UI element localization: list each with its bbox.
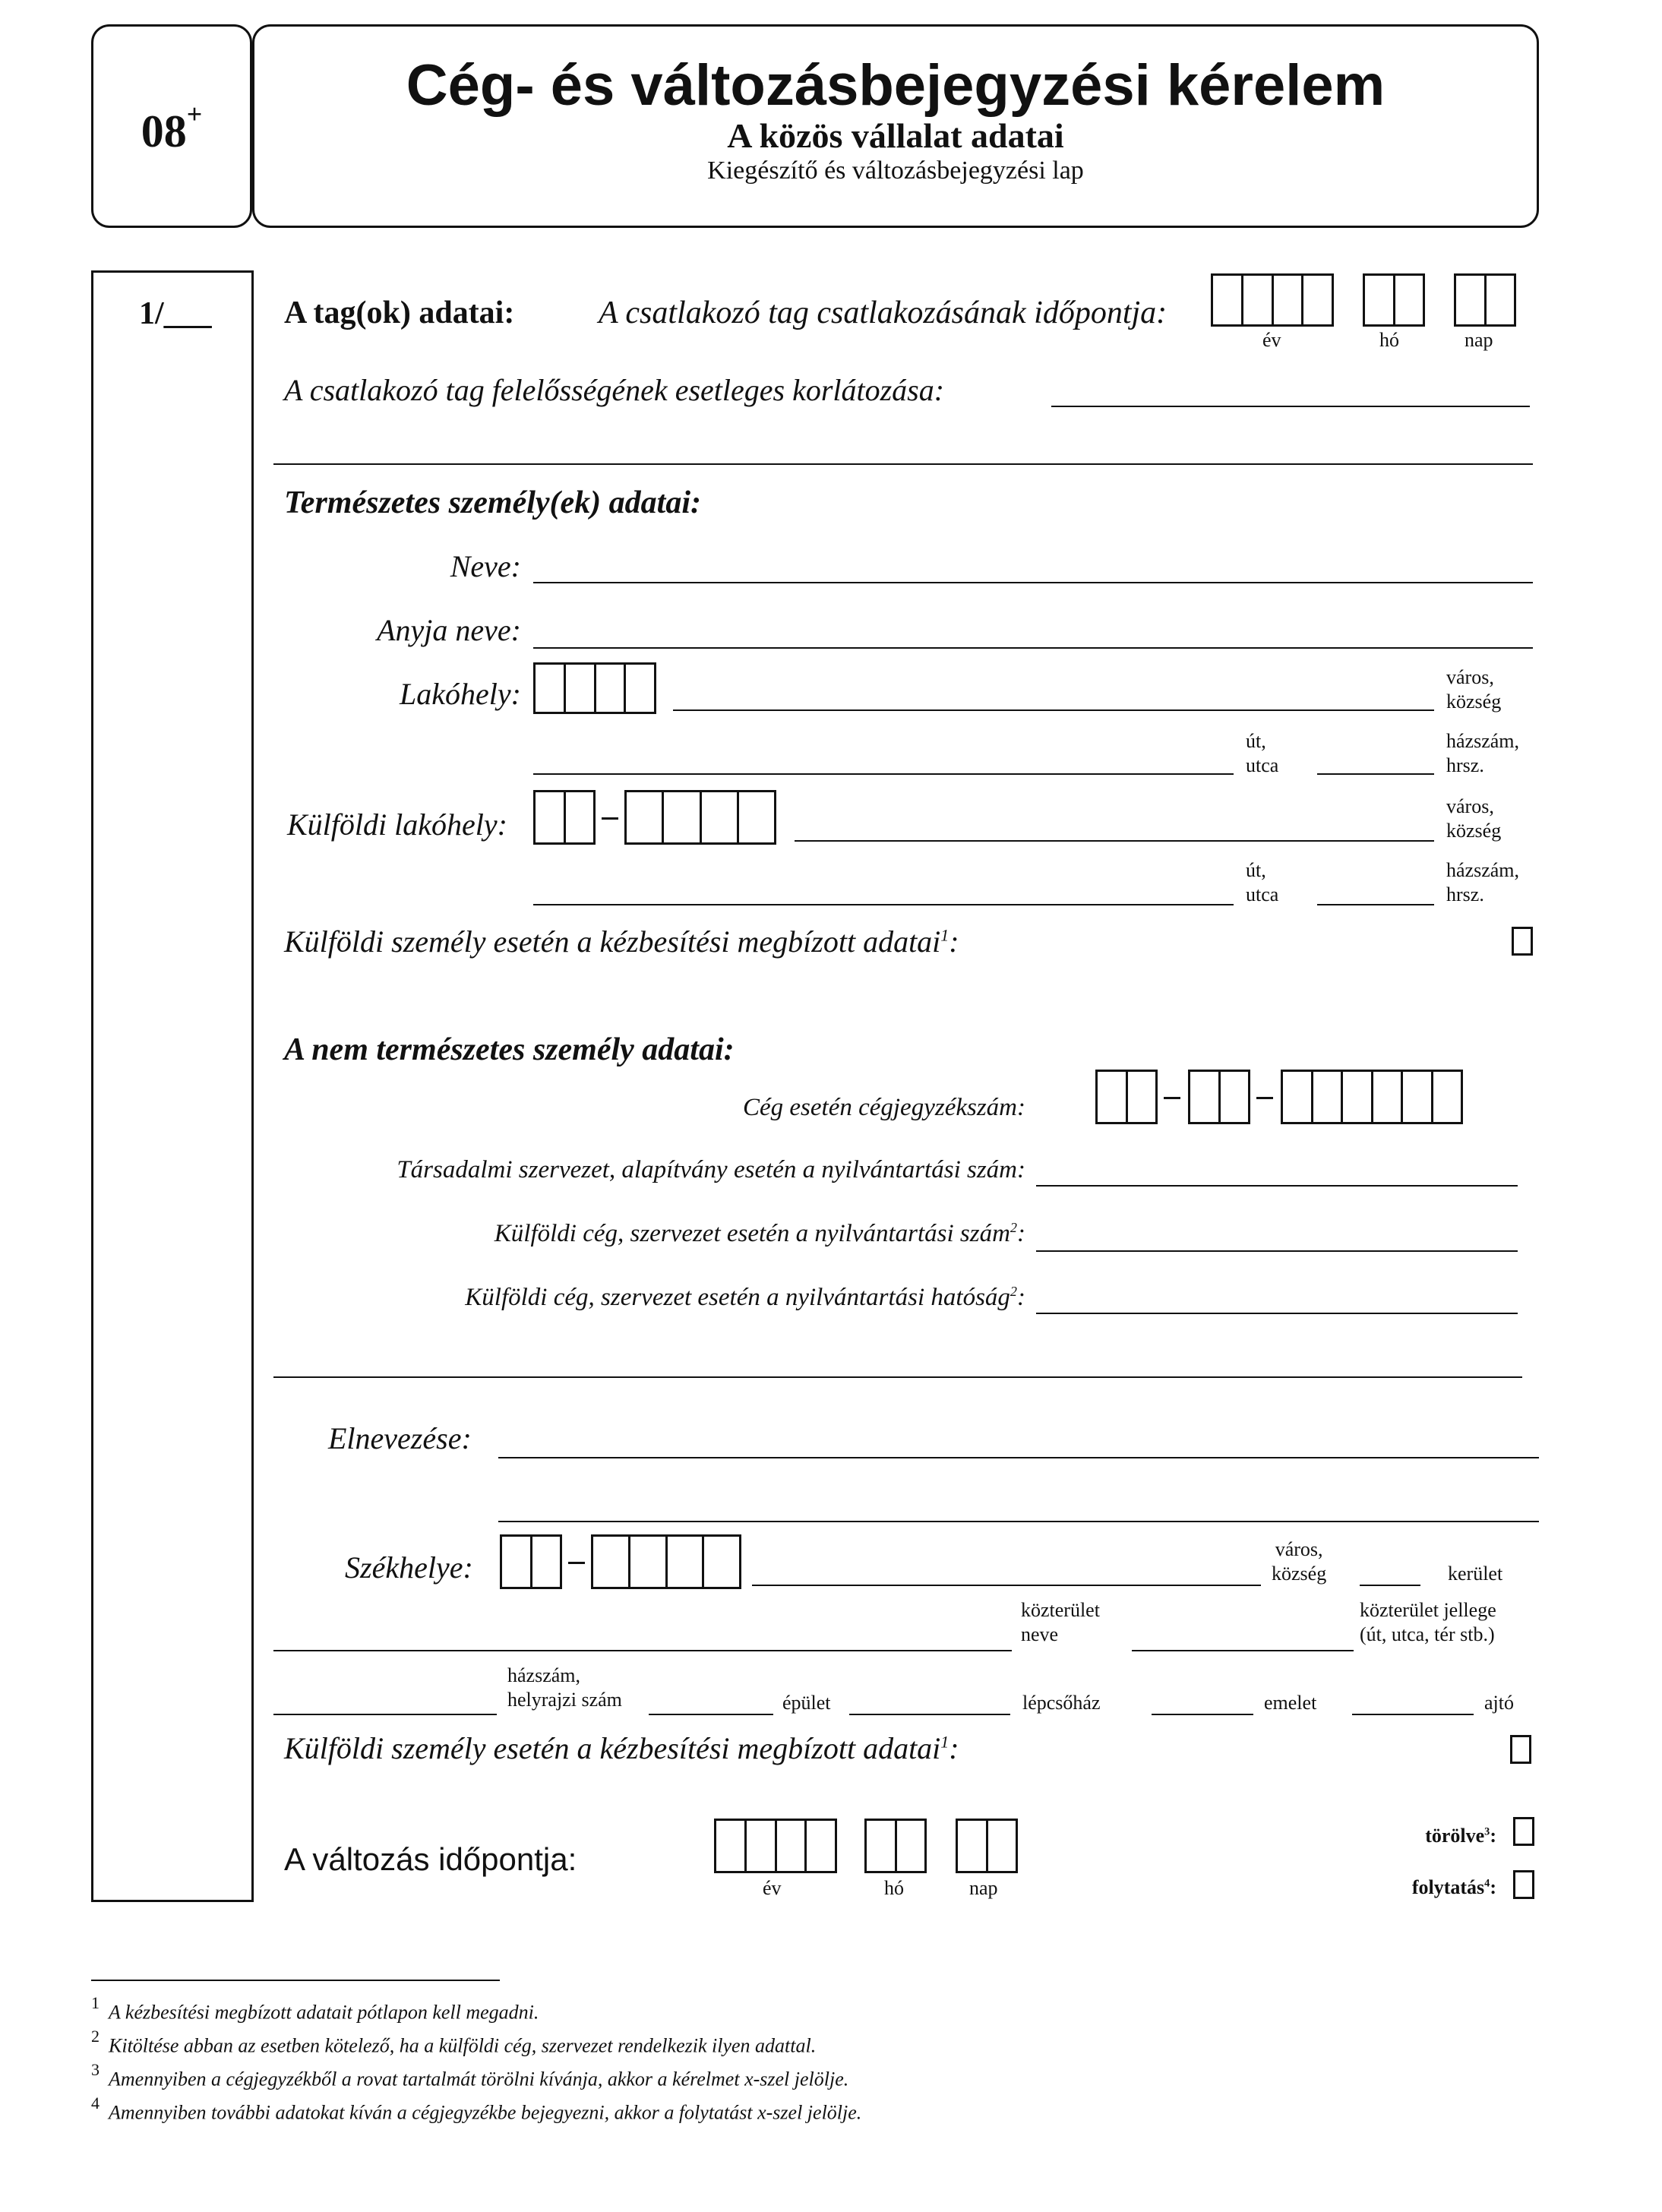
door-caption: ajtó (1484, 1692, 1514, 1714)
footnote-1-num: 1 (91, 1993, 100, 2012)
footnote-4-num: 4 (91, 2094, 100, 2112)
foreign-residence-label: Külföldi lakóhely: (287, 807, 507, 842)
entity-delivery-agent-sup: 1 (940, 1732, 949, 1752)
seat-district-field[interactable] (1360, 1585, 1420, 1586)
stairway-field[interactable] (849, 1714, 1010, 1715)
footnote-3-text: Amennyiben a cégjegyzékből a rovat tartalmát törölni kívánja, akkor a kérelmet x-szel jelölje. (109, 2068, 849, 2090)
house-no-field[interactable] (273, 1714, 497, 1715)
residence-street-field[interactable] (533, 773, 1234, 775)
join-date-day-boxes[interactable] (1454, 273, 1516, 327)
building-caption: épület (782, 1692, 831, 1714)
footnote-4-text: Amennyiben további adatokat kíván a cégjegyzékbe bejegyezni, akkor a folytatást x-szel jelölje. (109, 2101, 862, 2124)
entity-delivery-agent-colon: : (949, 1731, 959, 1765)
foreign-city-field[interactable] (795, 840, 1434, 842)
name-label: Neve: (450, 549, 521, 583)
members-heading: A tag(ok) adatai: (284, 295, 515, 330)
entity-delivery-agent-checkbox[interactable] (1510, 1735, 1531, 1764)
door-field[interactable] (1352, 1714, 1474, 1715)
footnote-3 (91, 2060, 849, 2091)
foreign-reg-no-text: Külföldi cég, szervezet esetén a nyilvántartási szám (494, 1220, 1010, 1247)
continuation-checkbox[interactable] (1513, 1870, 1534, 1899)
delivery-agent-label (284, 924, 959, 959)
continuation-label (1367, 1876, 1496, 1899)
delivery-agent-colon: : (949, 924, 959, 959)
delivery-agent-checkbox[interactable] (1512, 927, 1533, 956)
company-reg-serial-boxes[interactable] (1281, 1070, 1463, 1124)
deleted-colon: : (1490, 1825, 1496, 1847)
join-date-month-caption: hó (1379, 329, 1399, 351)
foreign-street-field[interactable] (533, 904, 1234, 905)
mother-name-field[interactable] (533, 647, 1533, 649)
title-box (252, 24, 1539, 228)
deleted-text: törölve (1425, 1825, 1485, 1847)
public-area-name-field[interactable] (273, 1650, 1012, 1651)
public-area-name-caption: közterület neve (1021, 1599, 1100, 1645)
foreign-zip-boxes[interactable] (624, 790, 776, 845)
continuation-sup: 4 (1484, 1877, 1490, 1890)
deleted-sup: 3 (1484, 1825, 1490, 1838)
seat-label: Székhelye: (345, 1550, 473, 1585)
section-number-column (91, 270, 254, 1902)
change-date-day-caption: nap (969, 1877, 998, 1899)
house-no-caption: házszám, helyrajzi szám (507, 1664, 622, 1711)
foreign-reg-no-label (228, 1220, 1025, 1248)
sheet-type: Kiegészítő és változásbejegyzési lap (707, 156, 1084, 185)
section-divider (273, 1376, 1522, 1378)
public-area-type-field[interactable] (1132, 1650, 1354, 1651)
legal-person-heading: A nem természetes személy adatai: (284, 1032, 735, 1067)
delivery-agent-sup: 1 (940, 925, 949, 945)
foreign-reg-auth-label (228, 1284, 1025, 1312)
liability-label: A csatlakozó tag felelősségének esetleges korlátozása: (284, 373, 945, 407)
delivery-agent-text: Külföldi személy esetén a kézbesítési megbízott adatai (284, 924, 941, 959)
deleted-label (1398, 1825, 1496, 1847)
residence-house-field[interactable] (1317, 773, 1434, 775)
residence-label: Lakóhely: (400, 677, 521, 711)
change-date-year-caption: év (763, 1877, 782, 1899)
seat-country-boxes[interactable] (500, 1534, 562, 1589)
continuation-text: folytatás (1411, 1876, 1485, 1898)
deleted-checkbox[interactable] (1513, 1817, 1534, 1846)
entity-delivery-agent-label (284, 1730, 959, 1766)
seat-dash (568, 1562, 585, 1564)
residence-street-caption: út, utca (1246, 730, 1279, 776)
join-date-label: A csatlakozó tag csatlakozásának időpontja: (599, 295, 1168, 330)
change-date-label: A változás időpontja: (284, 1841, 577, 1877)
page-title: Cég- és változásbejegyzési kérelem (406, 53, 1386, 118)
residence-city-caption: város, község (1446, 666, 1502, 713)
seat-city-field[interactable] (752, 1585, 1261, 1586)
footnote-4 (91, 2094, 862, 2125)
change-date-month-caption: hó (884, 1877, 904, 1899)
residence-zip-boxes[interactable] (533, 662, 656, 714)
foreign-reg-no-sup: 2 (1010, 1220, 1017, 1235)
page-subtitle: A közös vállalat adatai (727, 116, 1064, 155)
foreign-country-boxes[interactable] (533, 790, 596, 845)
seat-district-caption: kerület (1448, 1563, 1503, 1585)
join-date-day-caption: nap (1465, 329, 1493, 351)
footnote-2-num: 2 (91, 2027, 100, 2046)
entity-delivery-agent-text: Külföldi személy esetén a kézbesítési megbízott adatai (284, 1731, 941, 1765)
form-code-sup: + (186, 99, 203, 129)
ngo-reg-label: Társadalmi szervezet, alapítvány esetén a nyilvántartási szám: (397, 1156, 1025, 1183)
section-number: 1/___ (139, 296, 212, 331)
footnote-2-text: Kitöltése abban az esetben kötelező, ha a külföldi cég, szervezet rendelkezik ilyen adattal. (109, 2034, 817, 2057)
foreign-city-caption: város, község (1446, 795, 1502, 842)
footnote-2 (91, 2027, 817, 2058)
entity-name-label: Elnevezése: (328, 1421, 472, 1455)
company-reg-dash-1 (1164, 1097, 1180, 1099)
building-field[interactable] (649, 1714, 773, 1715)
foreign-reg-no-field[interactable] (1036, 1250, 1518, 1252)
floor-field[interactable] (1152, 1714, 1253, 1715)
footnote-1-text: A kézbesítési megbízott adatait pótlapon kell megadni. (109, 2001, 539, 2024)
foreign-house-field[interactable] (1317, 904, 1434, 905)
footnote-3-num: 3 (91, 2060, 100, 2079)
entity-name-field[interactable] (498, 1457, 1539, 1458)
name-field[interactable] (533, 582, 1533, 583)
change-date-year-boxes[interactable] (714, 1819, 837, 1873)
form-code: 08 (141, 106, 187, 156)
foreign-reg-auth-text: Külföldi cég, szervezet esetén a nyilvántartási hatóság (465, 1284, 1010, 1311)
company-reg-label: Cég esetén cégjegyzékszám: (742, 1094, 1025, 1121)
continuation-colon: : (1490, 1876, 1496, 1898)
floor-caption: emelet (1264, 1692, 1317, 1714)
liability-field[interactable] (1051, 406, 1530, 407)
residence-house-caption: házszám, hrsz. (1446, 730, 1520, 776)
residence-city-field[interactable] (673, 709, 1434, 711)
mother-name-label: Anyja neve: (377, 613, 521, 647)
join-date-year-caption: év (1262, 329, 1281, 351)
ngo-reg-field[interactable] (1036, 1185, 1518, 1187)
seat-city-caption: város, község (1272, 1538, 1327, 1585)
footnote-rule (91, 1980, 500, 1981)
seat-zip-boxes[interactable] (591, 1534, 741, 1589)
stairway-caption: lépcsőház (1022, 1692, 1101, 1714)
natural-person-heading: Természetes személy(ek) adatai: (284, 485, 701, 520)
foreign-house-caption: házszám, hrsz. (1446, 859, 1520, 905)
foreign-reg-auth-sup: 2 (1010, 1284, 1017, 1299)
entity-name-field-2[interactable] (498, 1521, 1539, 1522)
public-area-type-caption: közterület jellege (út, utca, tér stb.) (1360, 1599, 1496, 1645)
company-reg-dash-2 (1256, 1097, 1273, 1099)
foreign-reg-auth-field[interactable] (1036, 1313, 1518, 1314)
foreign-street-caption: út, utca (1246, 859, 1279, 905)
join-date-year-boxes[interactable] (1211, 273, 1334, 327)
footnote-1 (91, 1993, 539, 2024)
liability-field-2[interactable] (273, 463, 1533, 465)
join-date-month-boxes[interactable] (1363, 273, 1425, 327)
foreign-reg-auth-colon: : (1017, 1284, 1025, 1311)
form-code-box (91, 24, 252, 228)
company-reg-court-boxes[interactable] (1095, 1070, 1158, 1124)
company-reg-form-boxes[interactable] (1188, 1070, 1250, 1124)
change-date-day-boxes[interactable] (956, 1819, 1018, 1873)
change-date-month-boxes[interactable] (864, 1819, 927, 1873)
foreign-dash (602, 817, 618, 820)
foreign-reg-no-colon: : (1017, 1220, 1025, 1247)
